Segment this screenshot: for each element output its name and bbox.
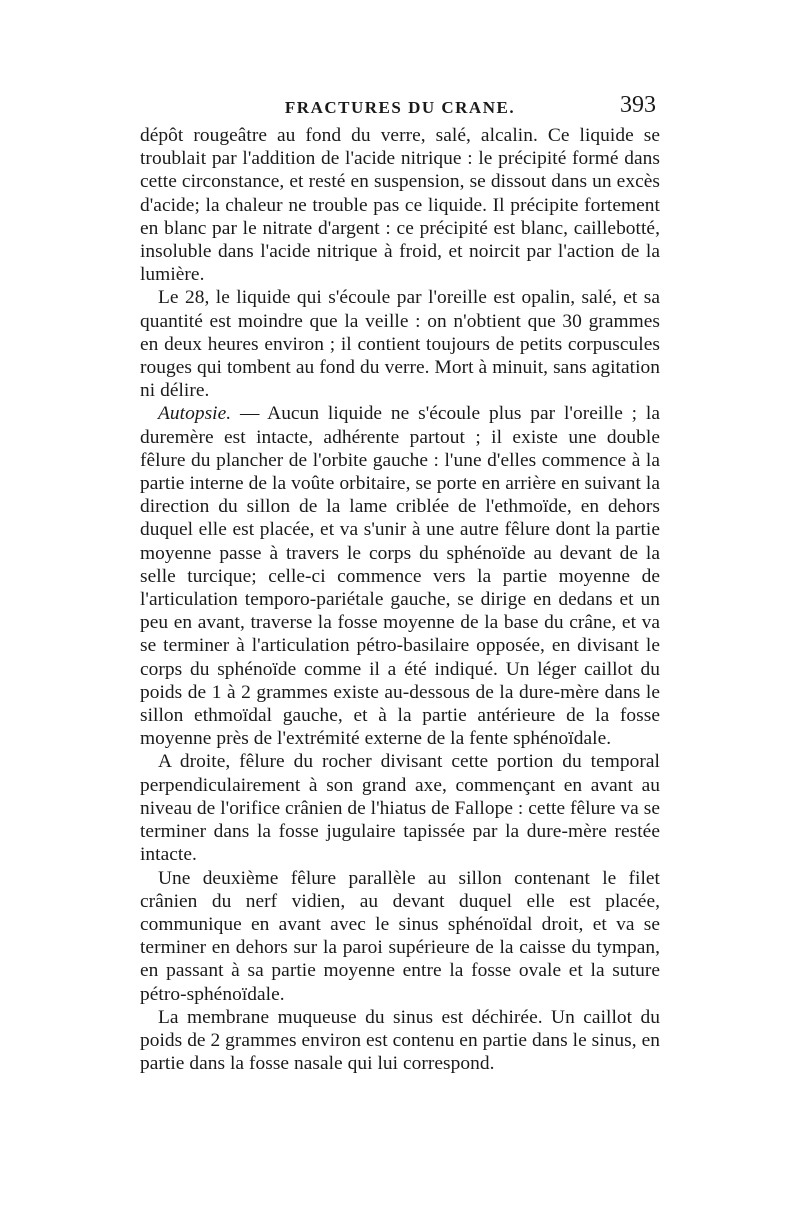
paragraph-a-droite: A droite, fêlure du rocher divisant cette portion du temporal perpendiculairement à son grand axe, commençant en avant au niveau de l'orifice crânien de l'hiatus de Fallope : cette fêlure va se terminer dans la fosse jugulaire tapissée par la dure-mère restée intacte. [140,751,660,866]
paragraph-le-28: Le 28, le liquide qui s'écoule par l'oreille est opalin, salé, et sa quantité est moindre que la veille : on n'obtient que 30 grammes en deux heures environ ; il contient toujours de petits corpuscules rouges qui tombent au fond du verre. Mort à minuit, sans agitation ni délire. [140,287,660,402]
running-head [140,92,660,122]
autopsie-text: — Aucun liquide ne s'écoule plus par l'oreille ; la duremère est intacte, adhérente partout ; il existe une double fêlure du plancher de l'orbite gauche : l'une d'elles commence à la partie interne de la voûte orbitaire, se porte en arrière en suivant la direction du sillon de la lame criblée de l'ethmoïde, en dehors duquel elle est placée, et va s'unir à une autre fêlure dont la partie moyenne passe à travers le corps du sphénoïde au devant de la selle turcique; celle-ci commence vers la partie moyenne de l'articulation temporo-pariétale gauche, se dirige en dedans et un peu en avant, traverse la fosse moyenne de la base du crâne, et va se terminer à l'articulation pétro-basilaire opposée, en divisant le corps du sphénoïde comme il a été indiqué. Un léger caillot du poids de 1 à 2 grammes existe au-dessous de la dure-mère dans le sillon ethmoïdal gauche, et à la partie antérieure de la fosse moyenne près de l'extrémité externe de la fente sphénoïdale. [140,403,660,750]
paragraph-autopsie [140,402,660,750]
page-number: 393 [620,92,656,118]
paragraph-membrane-muqueuse: La membrane muqueuse du sinus est déchirée. Un caillot du poids de 2 grammes environ est contenu en partie dans le sinus, en partie dans la fosse nasale qui lui correspond. [140,1006,660,1075]
paragraph-deuxieme-felure: Une deuxième fêlure parallèle au sillon contenant le filet crânien du nerf vidien, au devant duquel elle est placée, communique en avant avec le sinus sphénoïdal droit, et va se terminer en dehors sur la paroi supérieure de la caisse du tympan, en passant à sa partie moyenne entre la fosse ovale et la suture pétro-sphénoïdale. [140,867,660,1005]
running-title: FRACTURES DU CRANE. [284,98,516,117]
paragraph-continuation: dépôt rougeâtre au fond du verre, salé, alcalin. Ce liquide se troublait par l'addition de l'acide nitrique : le précipité formé dans cette circonstance, et resté en suspension, se dissout dans un excès d'acide; la chaleur ne trouble pas ce liquide. Il précipite fortement en blanc par le nitrate d'argent : ce précipité est blanc, caillebotté, insoluble dans l'acide nitrique à froid, et noircit par l'action de la lumière. [140,125,660,286]
autopsie-label: Autopsie. [158,403,232,425]
body-text [140,124,660,1075]
